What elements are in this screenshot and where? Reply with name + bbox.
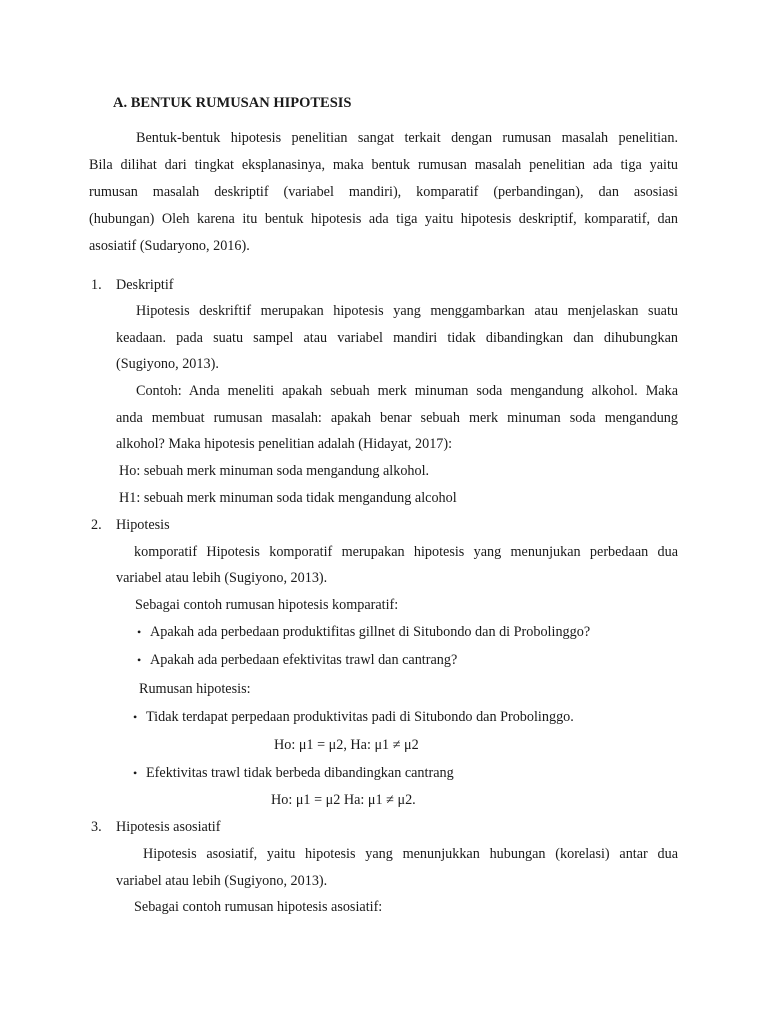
bullet-2: •: [137, 653, 142, 667]
section-3-line-2: variabel atau lebih (Sugiyono, 2013).: [116, 873, 328, 889]
intro-line-2: Bila dilihat dari tingkat eksplanasinya, maka bentuk rumusan masalah penelitian ada tiga yaitu: [89, 157, 678, 173]
section-1-ho: Ho: sebuah merk minuman soda mengandung alkohol.: [119, 463, 430, 479]
list-number-2: 2.: [91, 517, 102, 533]
bullet-item-1: Apakah ada perbedaan produktifitas gillnet di Situbondo dan di Probolinggo?: [150, 624, 591, 640]
section-3-line-3: Sebagai contoh rumusan hipotesis asosiatif:: [134, 899, 383, 915]
intro-line-3: rumusan masalah deskriptif (variabel mandiri), komparatif (perbandingan), dan asosiasi: [89, 184, 678, 200]
intro-line-1: Bentuk-bentuk hipotesis penelitian sangat terkait dengan rumusan masalah penelitian.: [136, 130, 678, 146]
formula-1: Ho: μ1 = μ2, Ha: μ1 ≠ μ2: [274, 737, 419, 753]
section-1-line-1: Hipotesis deskriftif merupakan hipotesis yang menggambarkan atau menjelaskan suatu: [136, 303, 678, 319]
section-1-line-4: Contoh: Anda meneliti apakah sebuah merk minuman soda mengandung alkohol. Maka: [136, 383, 678, 399]
bullet-3: •: [133, 710, 138, 724]
intro-line-5: asosiatif (Sudaryono, 2016).: [89, 238, 250, 254]
list-number-1: 1.: [91, 277, 102, 293]
section-2-line-3: Sebagai contoh rumusan hipotesis komparatif:: [135, 597, 399, 613]
intro-line-4: (hubungan) Oleh karena itu bentuk hipotesis ada tiga yaitu hipotesis deskriptif, komparatif, dan: [89, 211, 678, 227]
section-heading: A. BENTUK RUMUSAN HIPOTESIS: [113, 95, 352, 111]
section-2-rumusan-label: Rumusan hipotesis:: [139, 681, 251, 697]
section-1-line-2: keadaan. pada suatu sampel atau variabel mandiri tidak dibandingkan dan dihubungkan: [116, 330, 678, 346]
section-1-title: Deskriptif: [116, 277, 174, 293]
section-3-title: Hipotesis asosiatif: [116, 819, 221, 835]
bullet-4: •: [133, 766, 138, 780]
section-1-line-6: alkohol? Maka hipotesis penelitian adalah (Hidayat, 2017):: [116, 436, 453, 452]
section-1-h1: H1: sebuah merk minuman soda tidak mengandung alcohol: [119, 490, 457, 506]
list-number-3: 3.: [91, 819, 102, 835]
section-3-line-1: Hipotesis asosiatif, yaitu hipotesis yang menunjukkan hubungan (korelasi) antar dua: [143, 846, 678, 862]
bullet-item-4: Efektivitas trawl tidak berbeda dibandingkan cantrang: [146, 765, 454, 781]
bullet-item-3: Tidak terdapat perpedaan produktivitas padi di Situbondo dan Probolinggo.: [146, 709, 574, 725]
section-1-line-5: anda membuat rumusan masalah: apakah benar sebuah merk minuman soda mengandung: [116, 410, 678, 426]
section-2-line-2: variabel atau lebih (Sugiyono, 2013).: [116, 570, 328, 586]
section-2-title: Hipotesis: [116, 517, 170, 533]
formula-2: Ho: μ1 = μ2 Ha: μ1 ≠ μ2.: [271, 792, 416, 808]
section-1-line-3: (Sugiyono, 2013).: [116, 356, 219, 372]
bullet-1: •: [137, 625, 142, 639]
bullet-item-2: Apakah ada perbedaan efektivitas trawl dan cantrang?: [150, 652, 458, 668]
section-2-line-1: komporatif Hipotesis komporatif merupakan hipotesis yang menunjukan perbedaan dua: [134, 544, 678, 560]
